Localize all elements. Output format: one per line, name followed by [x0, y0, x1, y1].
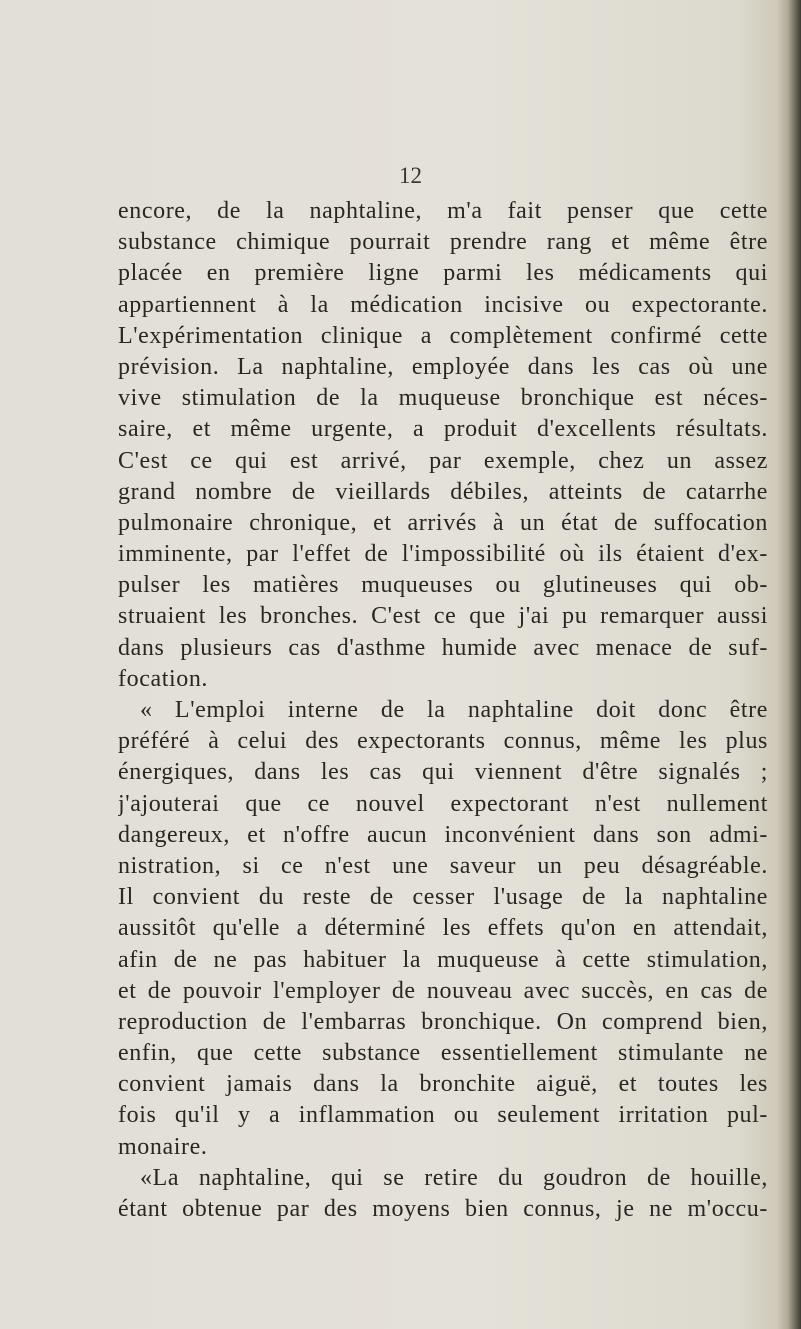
text-line: imminente, par l'effet de l'impossibilité où ils étaient d'ex- — [118, 541, 768, 568]
text-line: j'ajouterai que ce nouvel expectorant n'est nullement — [118, 790, 768, 817]
text-line: «La naphtaline, qui se retire du goudron de houille, — [140, 1164, 768, 1191]
text-line: focation. — [118, 665, 209, 692]
text-line: enfin, que cette substance essentiellement stimulante ne — [118, 1040, 768, 1067]
text-line: saire, et même urgente, a produit d'excellents résultats. — [118, 416, 768, 443]
text-line: struaient les bronches. C'est ce que j'ai pu remarquer aussi — [118, 603, 768, 630]
text-line: pulmonaire chronique, et arrivés à un état de suffocation — [118, 509, 768, 536]
text-line: monaire. — [118, 1133, 208, 1160]
text-line: C'est ce qui est arrivé, par exemple, chez un assez — [118, 447, 768, 474]
text-line: énergiques, dans les cas qui viennent d'être signalés ; — [118, 759, 768, 786]
text-line: placée en première ligne parmi les médicaments qui — [118, 260, 768, 287]
page-edge-shadow — [787, 0, 801, 1329]
text-line: appartiennent à la médication incisive ou expectorante. — [118, 291, 768, 318]
text-line: reproduction de l'embarras bronchique. On comprend bien, — [118, 1008, 768, 1035]
text-line: pulser les matières muqueuses ou glutineuses qui ob- — [118, 572, 768, 599]
text-line: prévision. La naphtaline, employée dans les cas où une — [118, 353, 768, 380]
text-line: nistration, si ce n'est une saveur un peu désagréable. — [118, 852, 768, 879]
text-line: et de pouvoir l'employer de nouveau avec succès, en cas de — [118, 977, 768, 1004]
text-line: convient jamais dans la bronchite aiguë, et toutes les — [118, 1071, 768, 1098]
text-line: aussitôt qu'elle a déterminé les effets qu'on en attendait, — [118, 915, 768, 942]
text-line: Il convient du reste de cesser l'usage de la naphtaline — [118, 884, 768, 911]
text-line: afin de ne pas habituer la muqueuse à cette stimulation, — [118, 946, 768, 973]
text-line: vive stimulation de la muqueuse bronchique est néces- — [118, 385, 768, 412]
text-line: étant obtenue par des moyens bien connus, je ne m'occu- — [118, 1196, 768, 1222]
text-line: L'expérimentation clinique a complètement confirmé cette — [118, 322, 768, 349]
text-line: grand nombre de vieillards débiles, atteints de catarrhe — [118, 478, 768, 505]
text-line: fois qu'il y a inflammation ou seulement irritation pul- — [118, 1102, 768, 1129]
page-number: 12 — [399, 163, 422, 188]
text-line: dans plusieurs cas d'asthme humide avec menace de suf- — [118, 634, 768, 661]
body-text — [118, 196, 768, 1225]
text-line: « L'emploi interne de la naphtaline doit donc être — [140, 697, 768, 723]
text-line: préféré à celui des expectorants connus, même les plus — [118, 728, 768, 755]
text-line: encore, de la naphtaline, m'a fait penser que cette — [118, 198, 768, 224]
text-line: dangereux, et n'offre aucun inconvénient dans son admi- — [118, 821, 768, 848]
text-line: substance chimique pourrait prendre rang et même être — [118, 229, 768, 256]
